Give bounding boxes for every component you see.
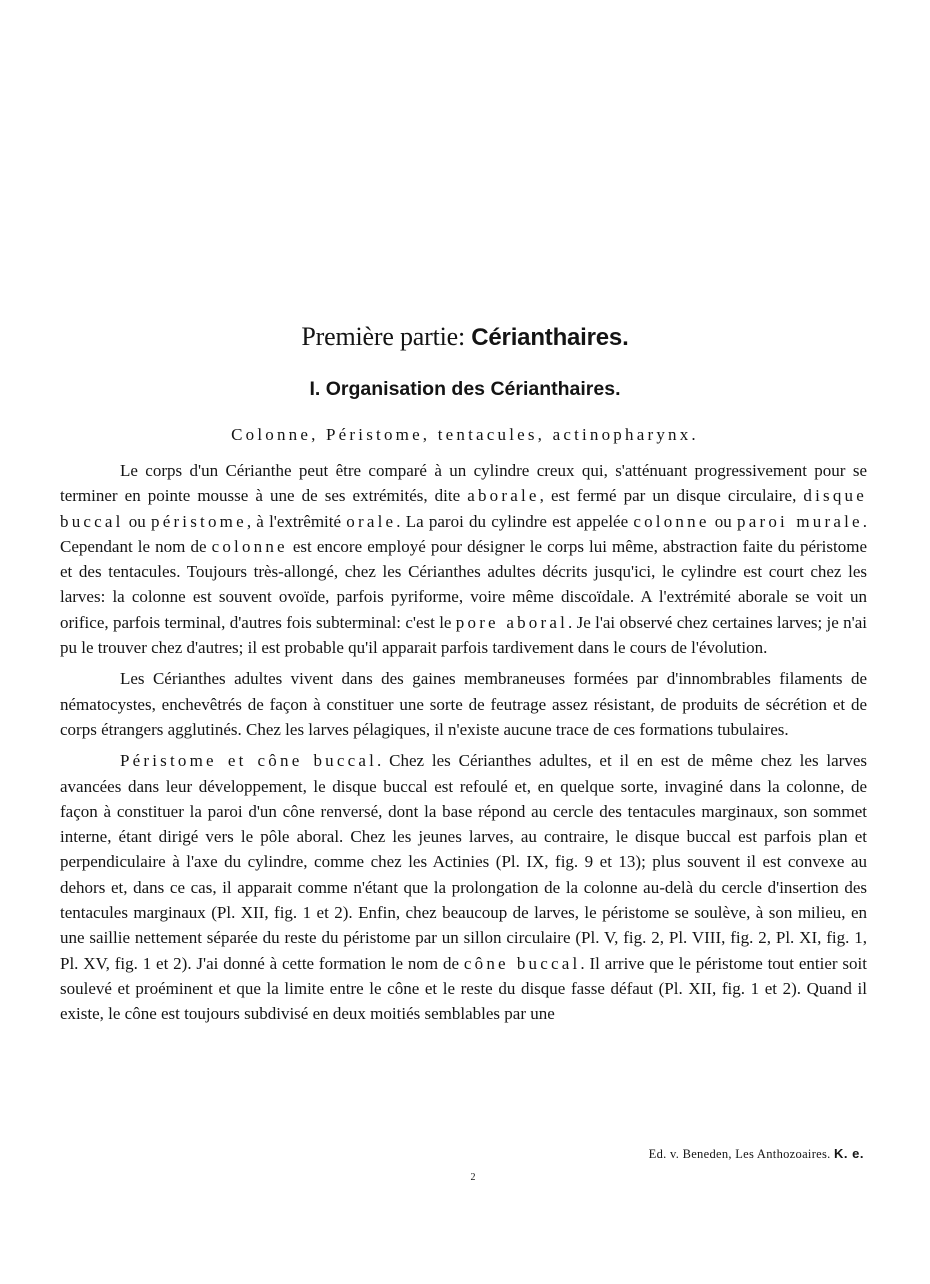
paragraph bbox=[60, 458, 867, 660]
spaced-term: paroi murale bbox=[737, 511, 863, 531]
text-run: . La paroi du cylindre est appelée bbox=[396, 511, 634, 531]
text-run: est encore employé pour désigner le corps lui même, abstraction faite du péristome et des tentacules. Toujours très-allongé, chez les Cérianthes adultes décrits jusqu'ici, le cylindre est court chez les larves: la colonne est souvent ovoïde, parfois pyriforme, voire même discoïdale. A l'extrémité aborale se voit un orifice, parfois terminal, d'autres fois subterminal: c'est le bbox=[60, 536, 867, 632]
footer-text: Ed. v. Beneden, Les Anthozoaires. bbox=[648, 1147, 835, 1161]
text-run: ou bbox=[123, 511, 151, 531]
spaced-term: péristome bbox=[151, 511, 247, 531]
text-run: . Chez les Cérianthes adultes, et il en est de même chez les larves avancées dans leur développement, le disque buccal est refoulé et, en quelque sorte, invaginé dans la colonne, de façon à constituer la paroi d'un cône renversé, dont la base répond au cercle des tentacules marginaux, son sommet interne, étant dirigé vers le pôle aboral. Chez les jeunes larves, au contraire, le disque buccal est parfois plan et perpendiculaire à l'axe du cylindre, comme chez les Actinies (Pl. IX, fig. 9 et 13); plus souvent il est convexe au dehors et, dans ce cas, il apparait comme n'étant que la prolongation de la colonne au-delà du cercle d'insertion des tentacules marginaux (Pl. XII, fig. 1 et 2). Enfin, chez beaucoup de larves, le péristome se soulève, à son milieu, en une saillie nettement séparée du reste du péristome par un sillon circulaire (Pl. V, fig. 2, Pl. VIII, fig. 2, Pl. XI, fig. 1, Pl. XV, fig. 1 et 2). J'ai donné à cette formation le nom de bbox=[60, 751, 867, 973]
body-text bbox=[60, 458, 867, 1033]
paragraph bbox=[60, 748, 867, 1026]
spaced-term: disque buccal bbox=[60, 486, 867, 531]
text-run: Les Cérianthes adultes vivent dans des gaines membraneuses formées par d'innombrables filaments de nématocystes, enchevêtrés de façon à constituer une sorte de feutrage assez résistant, de produits de sécrétion et de corps étrangers agglutinés. Chez les larves pélagiques, il n'existe aucune trace de ces formations tubulaires. bbox=[60, 669, 867, 739]
text-run: , est fermé par un disque circulaire, bbox=[539, 486, 804, 506]
spaced-term: colonne bbox=[211, 536, 288, 556]
spaced-term: Péristome et cône buccal bbox=[120, 751, 378, 771]
section-title: I. Organisation des Cérianthaires. bbox=[309, 378, 621, 400]
section-subtitle: Colonne, Péristome, tentacules, actinopharynx. bbox=[231, 425, 699, 444]
spaced-term: pore aboral bbox=[455, 612, 569, 632]
text-run: Le corps d'un Cérianthe peut être comparé à un cylindre creux qui, s'atténuant progressivement pour se terminer en pointe mousse à une de ses extrémités, dite bbox=[60, 461, 867, 506]
spaced-term: colonne bbox=[633, 511, 710, 531]
footer-bold: K. e. bbox=[834, 1146, 864, 1161]
paragraph bbox=[60, 666, 867, 742]
spaced-term: cône buccal bbox=[463, 953, 581, 973]
spaced-term: aborale bbox=[467, 486, 540, 506]
spaced-term: orale bbox=[346, 511, 397, 531]
signature-mark: 2 bbox=[470, 1172, 476, 1183]
page-footer bbox=[574, 1146, 864, 1162]
part-title-prefix: Première partie: bbox=[301, 322, 472, 351]
text-run: , à l'extrêmité bbox=[246, 511, 347, 531]
text-run: ou bbox=[709, 511, 738, 531]
part-title-bold: Cérianthaires. bbox=[471, 324, 629, 351]
text-run: . Cependant le nom de bbox=[60, 511, 868, 556]
part-title bbox=[0, 322, 930, 352]
text-run: . Je l'ai observé chez certaines larves; je n'ai pu le trouver chez d'autres; il est probable qu'il apparait parfois tardivement dans le cours de l'évolution. bbox=[60, 612, 867, 658]
text-run: . Il arrive que le péristome tout entier soit soulevé et proéminent et que la limite entre le cône et le reste du disque fasse défaut (Pl. XII, fig. 1 et 2). Quand il existe, le cône est toujours subdivisé en deux moitiés semblables par une bbox=[60, 953, 867, 1024]
